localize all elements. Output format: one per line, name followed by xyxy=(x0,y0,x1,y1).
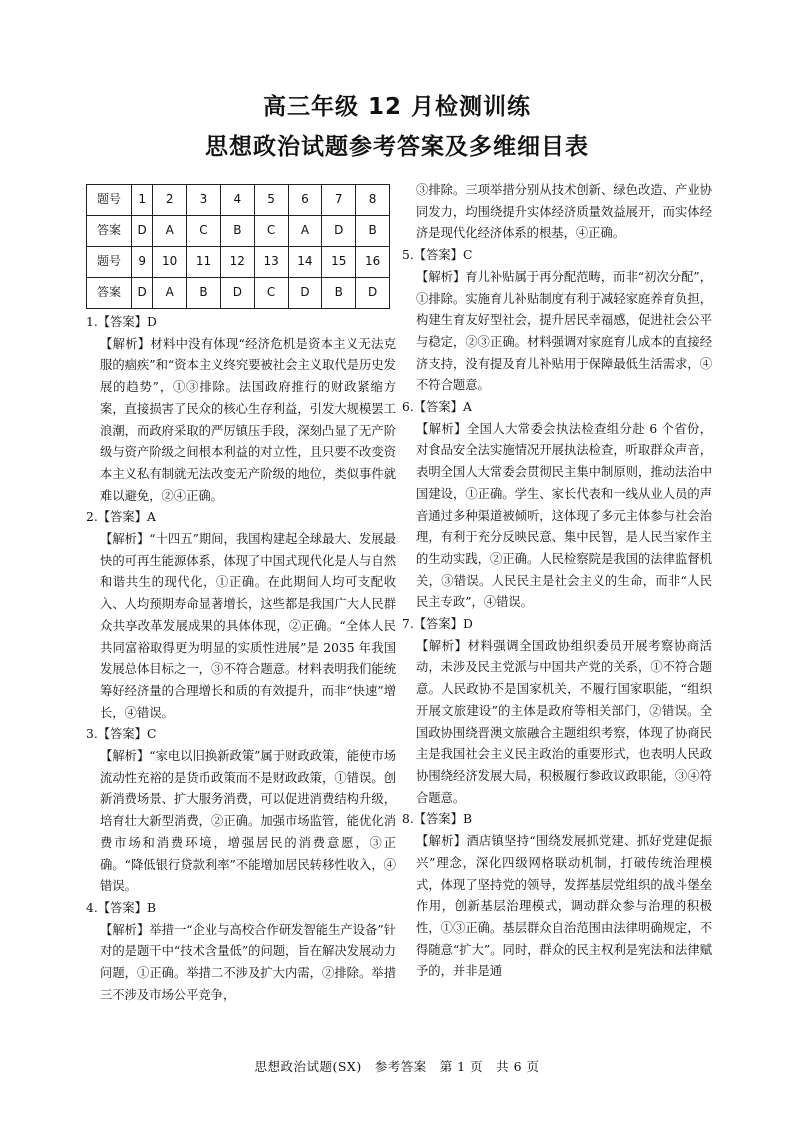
question-3-answer xyxy=(86,724,396,746)
analysis-text: ③排除。三项举措分别从技术创新、绿色改造、产业协同发力，均围绕提升实体经济质量效益展开，而实体经济是现代化经济体系的根基，④正确。 xyxy=(416,183,712,241)
answer-tag: 【答案】 xyxy=(413,812,463,827)
question-5-answer xyxy=(402,245,712,267)
answer-tag: 【答案】 xyxy=(413,617,463,632)
table-cell: 2 xyxy=(153,185,187,216)
table-cell: D xyxy=(322,216,356,247)
question-4-analysis xyxy=(86,920,396,1007)
table-cell: 11 xyxy=(187,247,221,278)
answer-tag: 【答案】 xyxy=(97,510,147,525)
table-cell: B xyxy=(220,216,254,247)
question-6-answer xyxy=(402,397,712,419)
analysis-tag: 【解析】 xyxy=(100,749,150,764)
table-cell: B xyxy=(187,278,221,309)
table-cell: A xyxy=(288,216,322,247)
table-cell: D xyxy=(132,278,153,309)
answer-tag: 【答案】 xyxy=(97,315,147,329)
question-2-answer xyxy=(86,507,396,529)
question-6-analysis xyxy=(402,419,712,614)
answer-value: C xyxy=(146,727,157,742)
page-title: 高三年级 12 月检测训练 xyxy=(262,94,532,120)
table-cell: 4 xyxy=(220,185,254,216)
analysis-tag: 【解析】 xyxy=(416,269,466,284)
question-7-analysis xyxy=(402,636,712,810)
row-label: 题号 xyxy=(87,247,132,278)
question-7-answer xyxy=(402,614,712,636)
analysis-text: 全国人大常委会执法检查组分赴 6 个省份，对食品安全法实施情况开展执法检查，听取群众声音，表明全国人大常委会贯彻民主集中制原则，推动法治中国建设，①正确。学生、家长代表和一线从业人员的声音通过多种渠道被倾听，这体现了多元主体参与社会治理，有利于充分反映民意、集中民智，是人民当家作主的生动实践，②正确。人民检察院是我国的法律监督机关，③错误。人民民主是社会主义的生命，而非“人民民主专政”，④错误。 xyxy=(416,421,712,610)
answer-value: A xyxy=(146,510,156,525)
question-number: 4. xyxy=(86,900,98,915)
answer-table xyxy=(86,184,390,309)
analysis-text: 材料强调全国政协组织委员开展考察协商活动，未涉及民主党派与中国共产党的关系，①不符合题意。人民政协不是国家机关，不履行国家职能，“组织开展文旅建设”的主体是政府等相关部门，②错误。全国政协围绕晋澳文旅融合主题组织考察，体现了协商民主是我国社会主义民主政治的重要形式，也表明人民政协围绕经济发展大局，积极履行参政议政职能，③④符合题意。 xyxy=(416,638,712,805)
question-4-answer xyxy=(86,898,396,920)
answer-value: B xyxy=(462,812,472,827)
analysis-tag: 【解析】 xyxy=(416,421,467,436)
question-5-analysis xyxy=(402,267,712,397)
table-cell: C xyxy=(187,216,221,247)
row-label: 答案 xyxy=(87,278,132,309)
table-cell: A xyxy=(153,278,187,309)
question-number: 8. xyxy=(402,812,414,827)
table-cell: 3 xyxy=(187,185,221,216)
answer-value: A xyxy=(462,400,472,415)
question-8-answer xyxy=(402,809,712,831)
analysis-tag: 【解析】 xyxy=(100,336,151,351)
answer-value: D xyxy=(462,617,473,632)
table-cell: 10 xyxy=(153,247,187,278)
table-cell: C xyxy=(254,216,288,247)
row-label: 答案 xyxy=(87,216,132,247)
question-8-analysis xyxy=(402,831,712,983)
answer-tag: 【答案】 xyxy=(413,400,463,415)
table-cell: 5 xyxy=(254,185,288,216)
analysis-text: 材料中没有体现“经济危机是资本主义无法克服的痼疾”和“资本主义终究要被社会主义取代是历史发展的趋势”，①③排除。法国政府推行的财政紧缩方案，直接损害了民众的核心生存利益，引发大规模罢工浪潮，而政府采取的严厉镇压手段，深刻凸显了无产阶级与资产阶级之间根本利益的对立性，且只要不改变资本主义私有制就无法改变无产阶级的地位，类似事件就难以避免，②④正确。 xyxy=(100,336,396,503)
table-row xyxy=(87,185,390,216)
table-cell: 13 xyxy=(254,247,288,278)
answer-value: D xyxy=(146,315,157,329)
answer-tag: 【答案】 xyxy=(97,727,147,742)
table-cell: D xyxy=(132,216,153,247)
table-row xyxy=(87,247,390,278)
analysis-tag: 【解析】 xyxy=(100,922,150,937)
table-cell: 9 xyxy=(132,247,153,278)
analysis-text: 酒店镇坚持“围绕发展抓党建、抓好党建促振兴”理念，深化四级网格联动机制，打破传统治理模式，体现了坚持党的领导，发挥基层党组织的战斗堡垒作用，创新基层治理模式，调动群众参与治理的积极性，①③正确。基层群众自治范围由法律明确规定，不得随意“扩大”。同时，群众的民主权利是宪法和法律赋予的，并非是通 xyxy=(416,834,712,979)
table-cell: 1 xyxy=(132,185,153,216)
table-cell: 12 xyxy=(220,247,254,278)
table-cell: 7 xyxy=(322,185,356,216)
table-row xyxy=(87,278,390,309)
row-label: 题号 xyxy=(87,185,132,216)
table-cell: D xyxy=(288,278,322,309)
table-cell: 8 xyxy=(356,185,390,216)
question-number: 2. xyxy=(86,510,98,525)
question-number: 7. xyxy=(402,617,414,632)
answer-value: C xyxy=(462,248,473,263)
question-number: 1. xyxy=(86,315,98,329)
table-cell: 16 xyxy=(356,247,390,278)
analysis-tag: 【解析】 xyxy=(416,638,468,653)
question-1-analysis xyxy=(86,334,396,508)
answer-value: B xyxy=(146,900,156,915)
table-cell: 15 xyxy=(322,247,356,278)
answer-tag: 【答案】 xyxy=(413,248,463,263)
analysis-text: “家电以旧换新政策”属于财政政策，能使市场流动性充裕的是货币政策而不是财政政策，①错误。创新消费场景、扩大服务消费，可以促进消费结构升级，培育壮大新型消费，②正确。加强市场监管，能优化消费市场和消费环境，增强居民的消费意愿，③正确。“降低银行贷款利率”不能增加居民转移性收入，④错误。 xyxy=(100,749,396,894)
right-column xyxy=(402,180,712,1040)
answer-tag: 【答案】 xyxy=(97,900,147,915)
analysis-text: 育儿补贴属于再分配范畴，而非“初次分配”，①排除。实施育儿补贴制度有利于减轻家庭养育负担，构建生育友好型社会，提升居民幸福感，促进社会公平与稳定，②③正确。材料强调对家庭育儿成本的直接经济支持，没有提及育儿补贴用于保障最低生活需求，④不符合题意。 xyxy=(416,269,712,393)
table-cell: 14 xyxy=(288,247,322,278)
question-number: 5. xyxy=(402,248,414,263)
analysis-text: 举措一“企业与高校合作研发智能生产设备”针对的是题干中“技术含量低”的问题，旨在解决发展动力问题，①正确。举措二不涉及扩大内需，②排除。举措三不涉及市场公平竞争， xyxy=(100,922,396,1002)
analysis-tag: 【解析】 xyxy=(416,834,467,849)
table-cell: B xyxy=(322,278,356,309)
table-cell: A xyxy=(153,216,187,247)
question-number: 3. xyxy=(86,727,98,742)
table-cell: C xyxy=(254,278,288,309)
table-cell: D xyxy=(356,278,390,309)
page-subtitle: 思想政治试题参考答案及多维细目表 xyxy=(205,134,589,160)
page-footer: 思想政治试题(SX) 参考答案 第 1 页 共 6 页 xyxy=(254,1059,540,1074)
question-1-answer xyxy=(86,312,396,334)
question-number: 6. xyxy=(402,400,414,415)
question-2-analysis xyxy=(86,529,396,724)
table-cell: D xyxy=(220,278,254,309)
analysis-tag: 【解析】 xyxy=(100,532,150,547)
table-cell: 6 xyxy=(288,185,322,216)
analysis-text: “十四五”期间，我国构建起全球最大、发展最快的可再生能源体系，体现了中国式现代化是人与自然和谐共生的现代化，①正确。在此期间人均可支配收入、人均预期寿命显著增长，这些都是我国广大人民群众共享改革发展成果的具体体现，②正确。“全体人民共同富裕取得更为明显的实质性进展”是 2035 年我国发展总体目标之一，③不符合题意。材料表明我们能统筹好经济量的合理增长和质的有效提升，而非“快速”增长，④错误。 xyxy=(100,532,396,720)
question-3-analysis xyxy=(86,746,396,898)
question-4-analysis-continued xyxy=(402,180,712,245)
table-cell: B xyxy=(356,216,390,247)
left-column xyxy=(86,184,396,1039)
table-row xyxy=(87,216,390,247)
